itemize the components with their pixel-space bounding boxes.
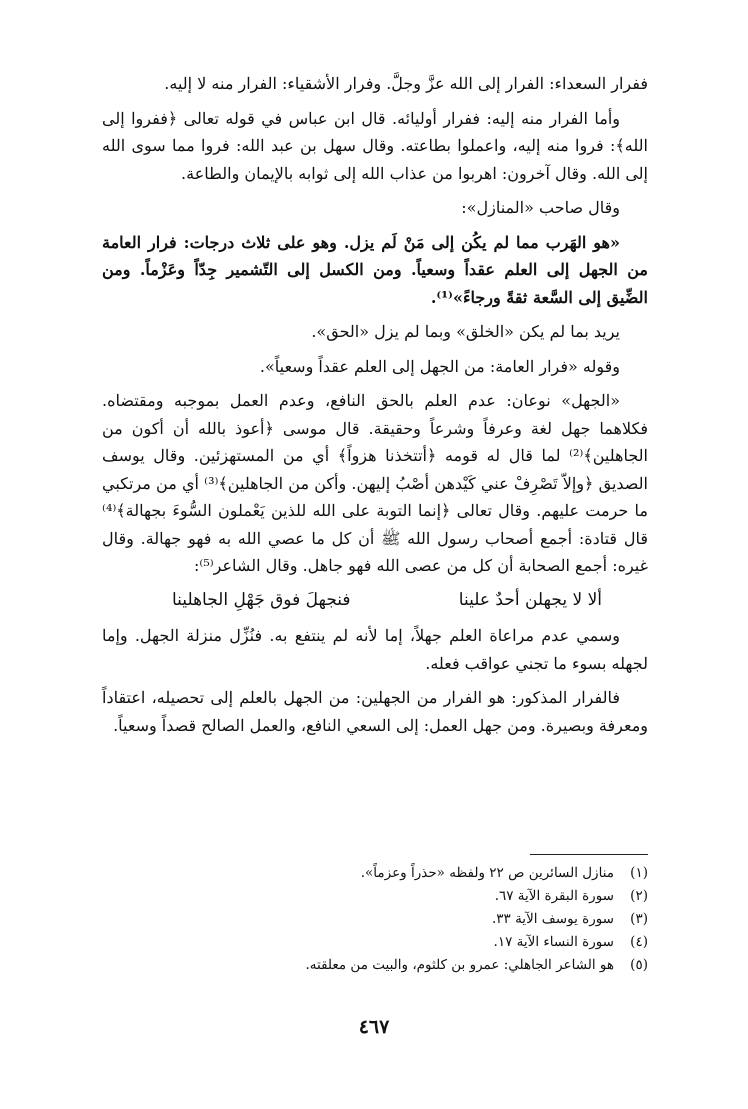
paragraph-5: يريد بما لم يكن «الخلق» وبما لم يزل «الحق».	[311, 322, 620, 341]
footnote-divider	[530, 854, 648, 855]
footnote	[240, 885, 648, 908]
paragraph-3: وقال صاحب «المنازل»:	[461, 198, 620, 217]
footnote-number: (١)	[630, 865, 648, 881]
verse-second-hemistich: فنجهلَ فوق جَهْلِ الجاهلينا	[172, 589, 351, 610]
footnote-text: سورة البقرة الآية ٦٧.	[494, 888, 614, 904]
footnote	[240, 908, 648, 931]
footnote-number: (٣)	[630, 911, 648, 927]
footnote-text: سورة يوسف الآية ٣٣.	[491, 911, 614, 927]
footnote-number: (٢)	[630, 888, 648, 904]
footnote-number: (٤)	[630, 934, 648, 950]
paragraph-8: وسمي عدم مراعاة العلم جهلاً، إما لأنه لم ينتفع به. فنُزِّل منزلة الجهل. وإما لجهله بسوء ما تجني عواقب فعله.	[102, 626, 648, 673]
footnote-text: سورة النساء الآية ١٧.	[493, 934, 614, 950]
footnote	[240, 862, 648, 885]
footnote-text: منازل السائرين ص ٢٢ ولفظه «حذراً وعزماً».	[360, 865, 614, 881]
footnotes	[240, 862, 648, 977]
footnote-text: هو الشاعر الجاهلي: عمرو بن كلثوم، والبيت من معلقته.	[305, 957, 614, 973]
paragraph-1: ففرار السعداء: الفرار إلى الله عزَّ وجلَّ. وفرار الأشقياء: الفرار منه لا إليه.	[164, 74, 648, 93]
paragraph-2: وأما الفرار منه إليه: ففرار أوليائه. قال ابن عباس في قوله تعالى ﴿ففروا إلى الله﴾: فروا منه إليه، واعملوا بطاعته. وقال سهل بن عبد الله: فروا مما سوى الله إلى الله. وقال آخرون: اهربوا من عذاب الله إلى ثوابه بالإيمان والطاعة.	[102, 108, 648, 183]
quoted-definition: «هو الهَرب مما لم يكُن إلى مَنْ لَم يزل. وهو على ثلاث درجات: فرار العامة من الجهل إلى العلم عقداً وسعياً. ومن الكسل إلى التّشمير جِدّاً وعَزْماً. ومن الضِّيق إلى السَّعة ثقةً ورجاءً»⁽¹⁾.	[102, 232, 648, 307]
paragraph-9: فالفرار المذكور: هو الفرار من الجهلين: من الجهل بالعلم إلى تحصيله، اعتقاداً ومعرفة وبصيرة. ومن جهل العمل: إلى السعي النافع، والعمل الصالح قصداً وسعياً.	[102, 688, 648, 735]
verse-first-hemistich: ألا لا يجهلن أحدٌ علينا	[458, 589, 602, 610]
footnote	[240, 954, 648, 977]
page-number: ٤٦٧	[358, 1016, 390, 1038]
main-text	[102, 70, 648, 746]
paragraph-7: «الجهل» نوعان: عدم العلم بالحق النافع، وعدم العمل بموجبه ومقتضاه. فكلاهما جهل لغة وعرفاً وشرعاً وحقيقة. قال موسى ﴿أعوذ بالله أن أكون من الجاهلين﴾⁽²⁾ لما قال له قومه ﴿أتتخذنا هزواً﴾ أي من المستهزئين. وقال يوسف الصديق ﴿وإلاّ تَصْرِفْ عني كَيْدهن أصْبُ إليهن. وأكن من الجاهلين﴾⁽³⁾ أي من مرتكبي ما حرمت عليهم. وقال تعالى ﴿إنما التوبة على الله للذين يَعْملون السُّوءَ بجهالة﴾⁽⁴⁾ قال قتادة: أجمع أصحاب رسول الله ﷺ أن كل ما عصي الله به فهو جهالة. وقال غيره: أجمع الصحابة أن كل من عصى الله فهو جاهل. وقال الشاعر⁽⁵⁾:	[102, 391, 648, 575]
footnote	[240, 931, 648, 954]
paragraph-6: وقوله «فرار العامة: من الجهل إلى العلم عقداً وسعياً».	[259, 356, 620, 376]
poetry-verse	[102, 587, 648, 615]
footnote-number: (٥)	[630, 957, 648, 973]
